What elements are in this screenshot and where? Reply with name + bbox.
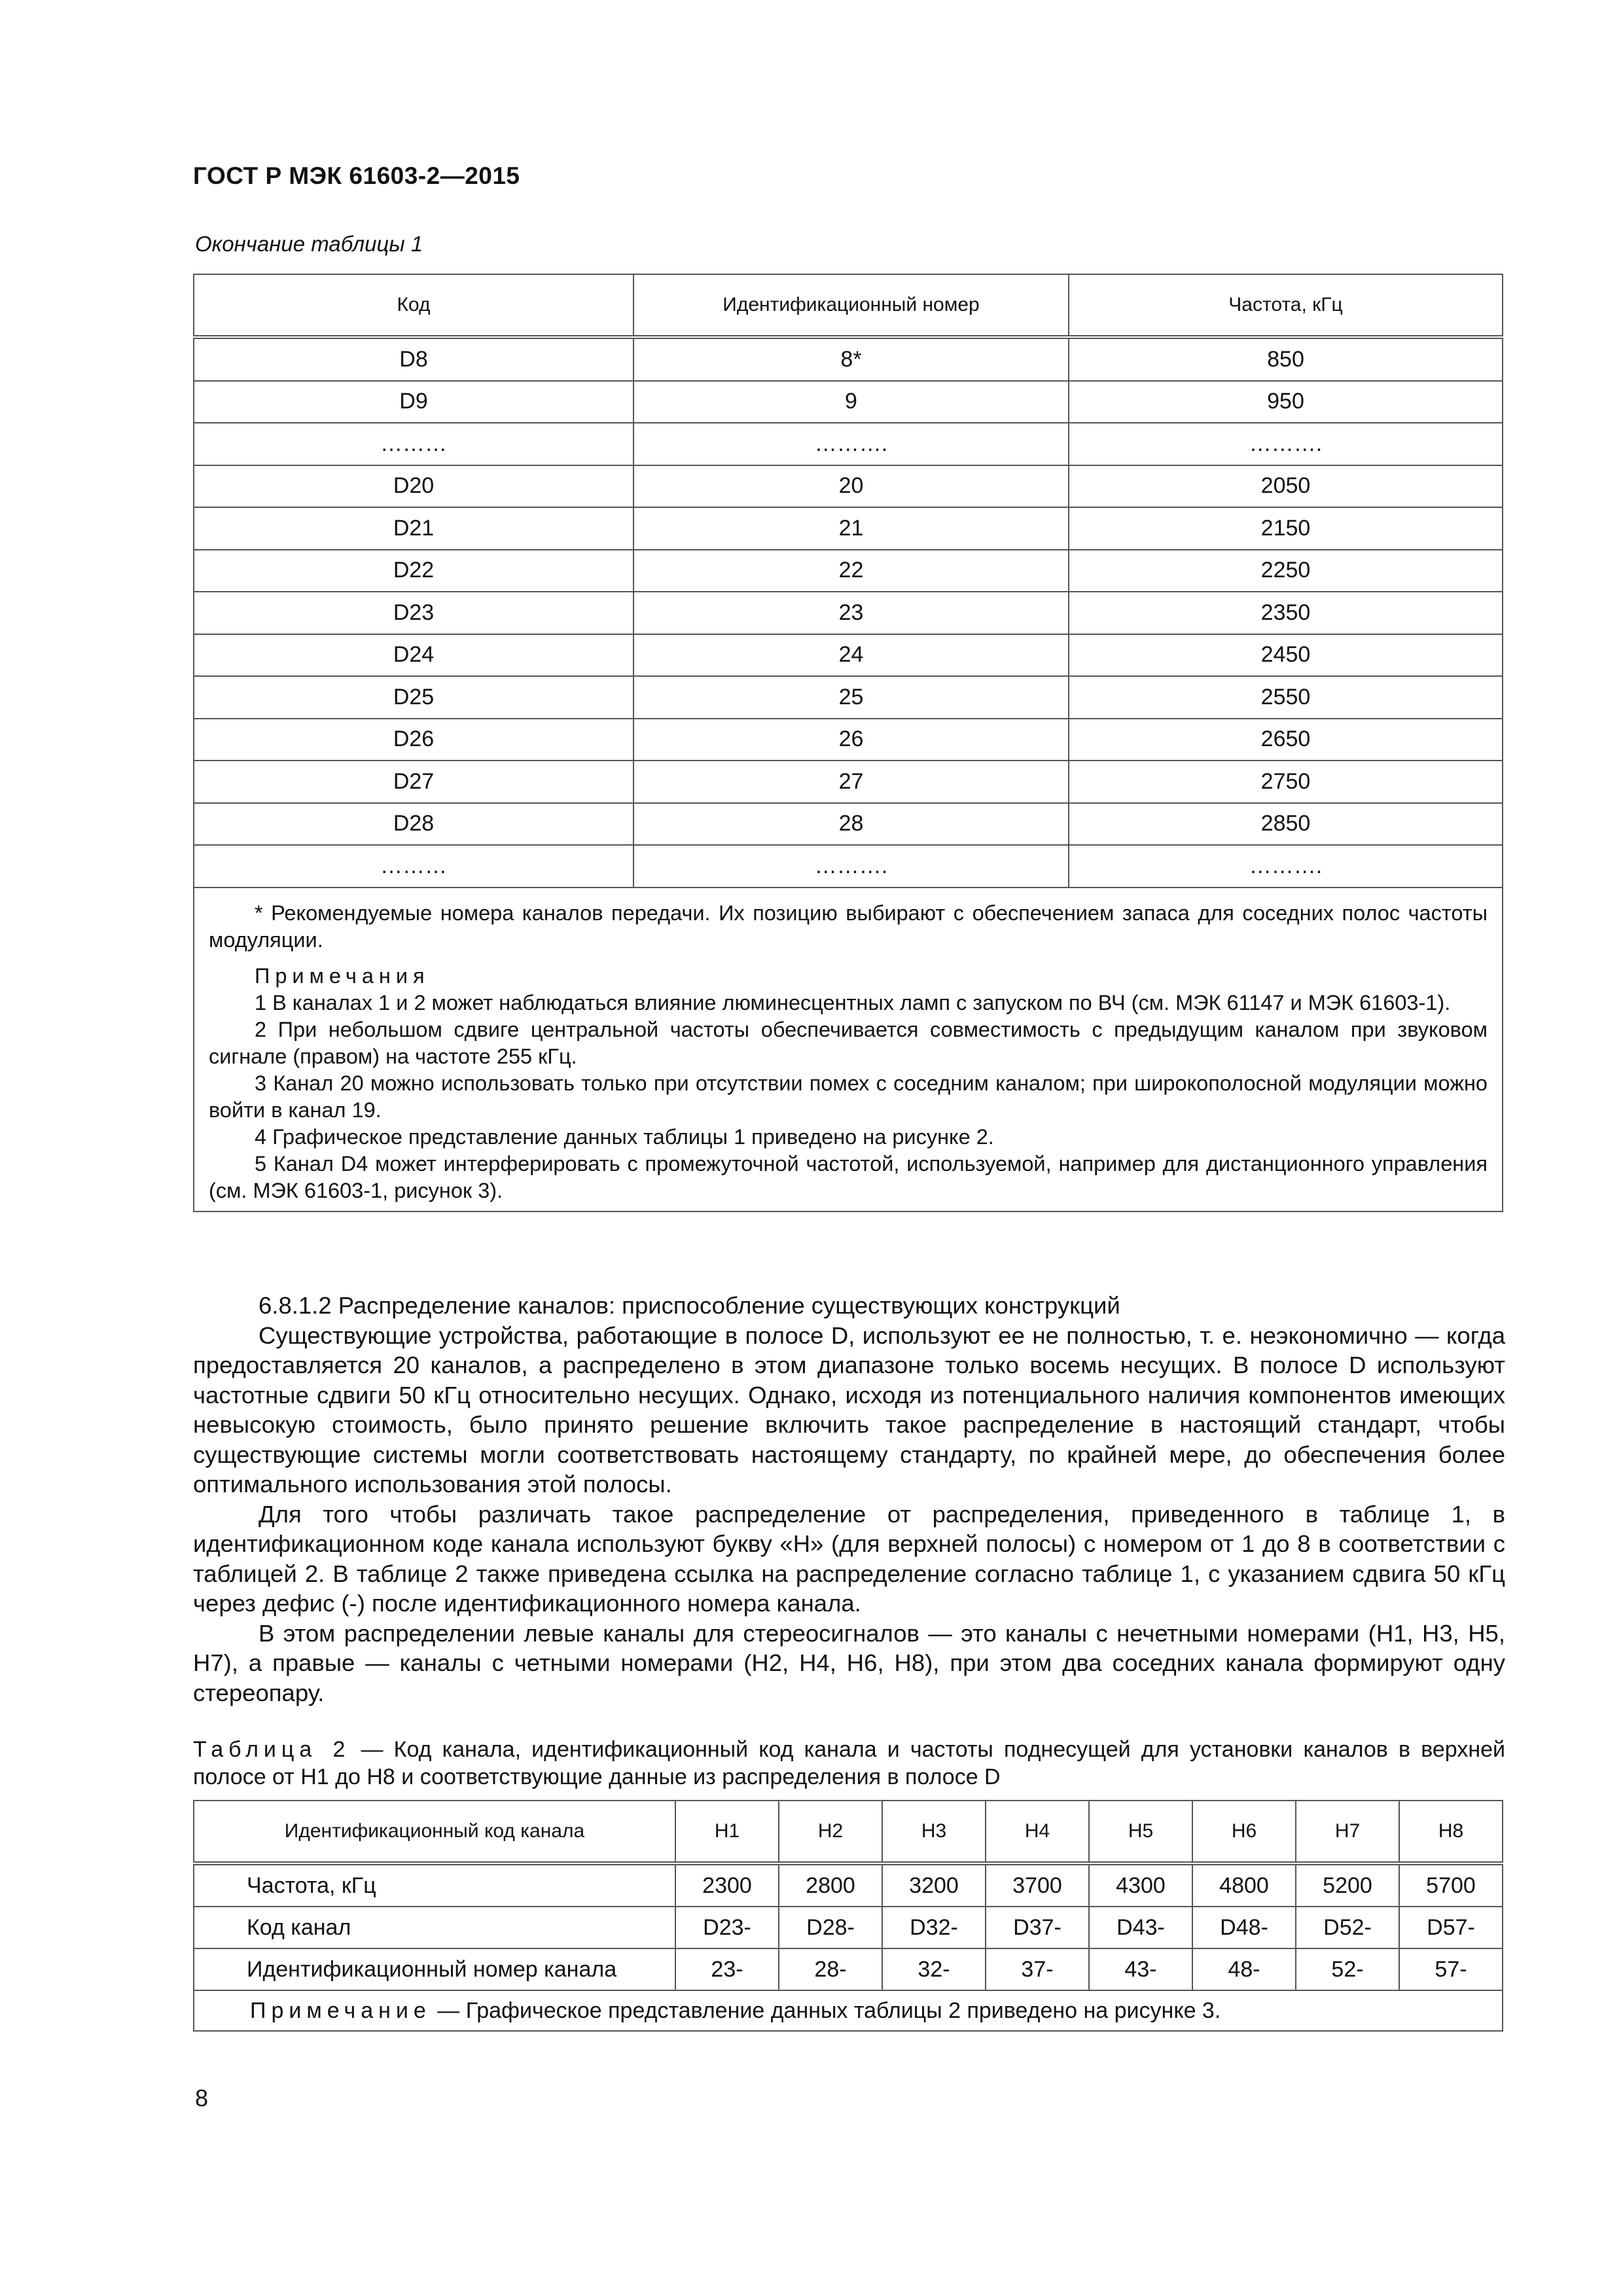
table-cell: ……… [194,845,633,888]
table-cell: D24 [194,634,633,677]
table-cell: 2850 [1069,803,1503,846]
note-1: 1 В каналах 1 и 2 может наблюдаться влияние люминесцентных ламп с запуском по ВЧ (см. МЭК 61147 и МЭК 61603-1). [255,990,1451,1014]
table-cell: 23 [633,592,1069,634]
note-2: 2 При небольшом сдвиге центральной частоты обеспечивается совместимость с предыдущим каналом при звуковом сигнале (правом) на частоте 255 кГц. [209,1017,1488,1068]
table-cell: D21 [194,507,633,550]
table-2-col-id-code: Идентификационный код канала [194,1801,675,1863]
table-row [194,507,1503,550]
table-2-caption-label: Таблица 2 [193,1737,351,1762]
table-cell: D43- [1089,1907,1192,1948]
table-cell: D23 [194,592,633,634]
table-row [194,1863,1503,1907]
table-row [194,719,1503,761]
table-row [194,1907,1503,1948]
table-1 [193,274,1503,1212]
table-cell: 3200 [882,1863,986,1907]
table-row [194,845,1503,888]
table-cell: D52- [1296,1907,1399,1948]
table-cell: D26 [194,719,633,761]
table-cell: ………. [633,423,1069,465]
table-cell: D27 [194,761,633,803]
note-5: 5 Канал D4 может интерферировать с промежуточной частотой, используемой, например для дистанционного управления (см. МЭК 61603-1, рисунок 3). [209,1151,1488,1202]
table-2-col-channel: H5 [1089,1801,1192,1863]
table-cell: 5700 [1399,1863,1503,1907]
note-3: 3 Канал 20 можно использовать только при отсутствии помех с соседним каналом; при широкополосной модуляции можно войти в канал 19. [209,1071,1488,1122]
table-row [194,676,1503,719]
table-cell: 25 [633,676,1069,719]
table-cell: D9 [194,381,633,423]
table-cell: 22 [633,550,1069,592]
table-1-notes [194,888,1503,1211]
table-2-note [194,1990,1503,2031]
table-2-col-channel: H8 [1399,1801,1503,1863]
body-paragraph-3: В этом распределении левые каналы для стереосигналов — это каналы с нечетными номерами (H1, H3, H5, H7), а правые — каналы с четными номерами (H2, H4, H6, H8), при этом два соседних канала формируют одну стереопару. [193,1619,1505,1706]
section-body [193,1291,1505,1708]
table-cell: 2300 [675,1863,779,1907]
table-cell: D8 [194,337,633,381]
table-cell: 850 [1069,337,1503,381]
table-cell: 2550 [1069,676,1503,719]
table-row [194,423,1503,465]
table-cell: 950 [1069,381,1503,423]
table-cell: 27 [633,761,1069,803]
table-cell: D23- [675,1907,779,1948]
table-cell: 2750 [1069,761,1503,803]
table-cell: 2150 [1069,507,1503,550]
table-2-header-row [194,1801,1503,1863]
table-cell: 28 [633,803,1069,846]
table-row [194,592,1503,634]
table-cell: 4800 [1192,1863,1296,1907]
table-row [194,1948,1503,1990]
table-cell: 21 [633,507,1069,550]
page-number: 8 [195,2085,209,2111]
table-1-col-id-number: Идентификационный номер [633,274,1069,337]
table-cell: ………. [1069,423,1503,465]
table-cell: D20 [194,465,633,508]
table-row [194,803,1503,846]
table-2-caption [193,1736,1505,1791]
table-cell: 3700 [986,1863,1089,1907]
table-cell: 9 [633,381,1069,423]
table-row [194,337,1503,381]
table-cell: ……… [194,423,633,465]
table-cell: 2450 [1069,634,1503,677]
table-cell: 2350 [1069,592,1503,634]
table-2-note-label: Примечание [250,1998,431,2023]
table-2-col-channel: H2 [779,1801,882,1863]
table-cell: 5200 [1296,1863,1399,1907]
table-cell: D22 [194,550,633,592]
table-cell: 2250 [1069,550,1503,592]
table-row-label: Код канал [194,1907,675,1948]
table-1-col-code: Код [194,274,633,337]
table-2-col-channel: H7 [1296,1801,1399,1863]
table-2-caption-text: — Код канала, идентификационный код канала и частоты поднесущей для установки каналов в верхней полосе от H1 до H8 и соответствующие данные из распределения в полосе D [193,1737,1505,1789]
table-cell: D57- [1399,1907,1503,1948]
table-row [194,465,1503,508]
table-cell: 4300 [1089,1863,1192,1907]
table-cell: D28 [194,803,633,846]
section-heading: 6.8.1.2 Распределение каналов: приспособление существующих конструкций [259,1292,1120,1319]
table-cell: 23- [675,1948,779,1990]
note-4: 4 Графическое представление данных таблицы 1 приведено на рисунке 2. [255,1124,994,1149]
table-row [194,761,1503,803]
table-row-label: Частота, кГц [194,1863,675,1907]
table-cell: 2650 [1069,719,1503,761]
table-1-col-frequency: Частота, кГц [1069,274,1503,337]
table-1-header-row [194,274,1503,337]
notes-heading: Примечания [255,963,430,988]
table-cell: D25 [194,676,633,719]
table-cell: D48- [1192,1907,1296,1948]
table-cell: 2050 [1069,465,1503,508]
table-cell: D28- [779,1907,882,1948]
table-cell: 32- [882,1948,986,1990]
table-cell: 43- [1089,1948,1192,1990]
table-cell: 8* [633,337,1069,381]
body-paragraph-2: Для того чтобы различать такое распределение от распределения, приведенного в таблице 1, в идентификационном коде канала используют букву «H» (для верхней полосы) с номером от 1 до 8 в соответствии с таблицей 2. В таблице 2 также приведена ссылка на распределение согласно таблице 1, с указанием сдвига 50 кГц через дефис (-) после идентификационного номера канала. [193,1500,1505,1617]
table-2-col-channel: H4 [986,1801,1089,1863]
table-cell: ………. [1069,845,1503,888]
table-2-col-channel: H1 [675,1801,779,1863]
table-cell: ………. [633,845,1069,888]
document-header: ГОСТ Р МЭК 61603-2—2015 [193,162,520,189]
table-row [194,550,1503,592]
table-cell: 57- [1399,1948,1503,1990]
table-cell: 2800 [779,1863,882,1907]
table-cell: 24 [633,634,1069,677]
table-cell: 52- [1296,1948,1399,1990]
body-paragraph-1: Существующие устройства, работающие в полосе D, используют ее не полностью, т. е. неэкономично — когда предоставляется 20 каналов, а распределено в этом диапазоне только восемь несущих. В полосе D используют частотные сдвиги 50 кГц относительно несущих. Однако, исходя из потенциального наличия компонентов имеющих невысокую стоимость, было принято решение включить такое распределение в настоящий стандарт, чтобы существующие системы могли соответствовать настоящему стандарту, по крайней мере, до обеспечения более оптимального использования этой полосы. [193,1321,1505,1498]
table-row-label: Идентификационный номер канала [194,1948,675,1990]
table-2-col-channel: H3 [882,1801,986,1863]
table-cell: 26 [633,719,1069,761]
table-cell: 48- [1192,1948,1296,1990]
table-2-note-text: — Графическое представление данных таблицы 2 приведено на рисунке 3. [431,1998,1221,2023]
table-2 [193,1800,1503,2032]
table-2-col-channel: H6 [1192,1801,1296,1863]
table-row [194,634,1503,677]
table-cell: D37- [986,1907,1089,1948]
table-1-footnote: * Рекомендуемые номера каналов передачи. Их позицию выбирают с обеспечением запаса для соседних полос частоты модуляции. [209,901,1488,952]
table-cell: 37- [986,1948,1089,1990]
table-cell: 20 [633,465,1069,508]
table-cell: 28- [779,1948,882,1990]
table-cell: D32- [882,1907,986,1948]
table-row [194,381,1503,423]
table-continuation-label: Окончание таблицы 1 [195,232,423,256]
